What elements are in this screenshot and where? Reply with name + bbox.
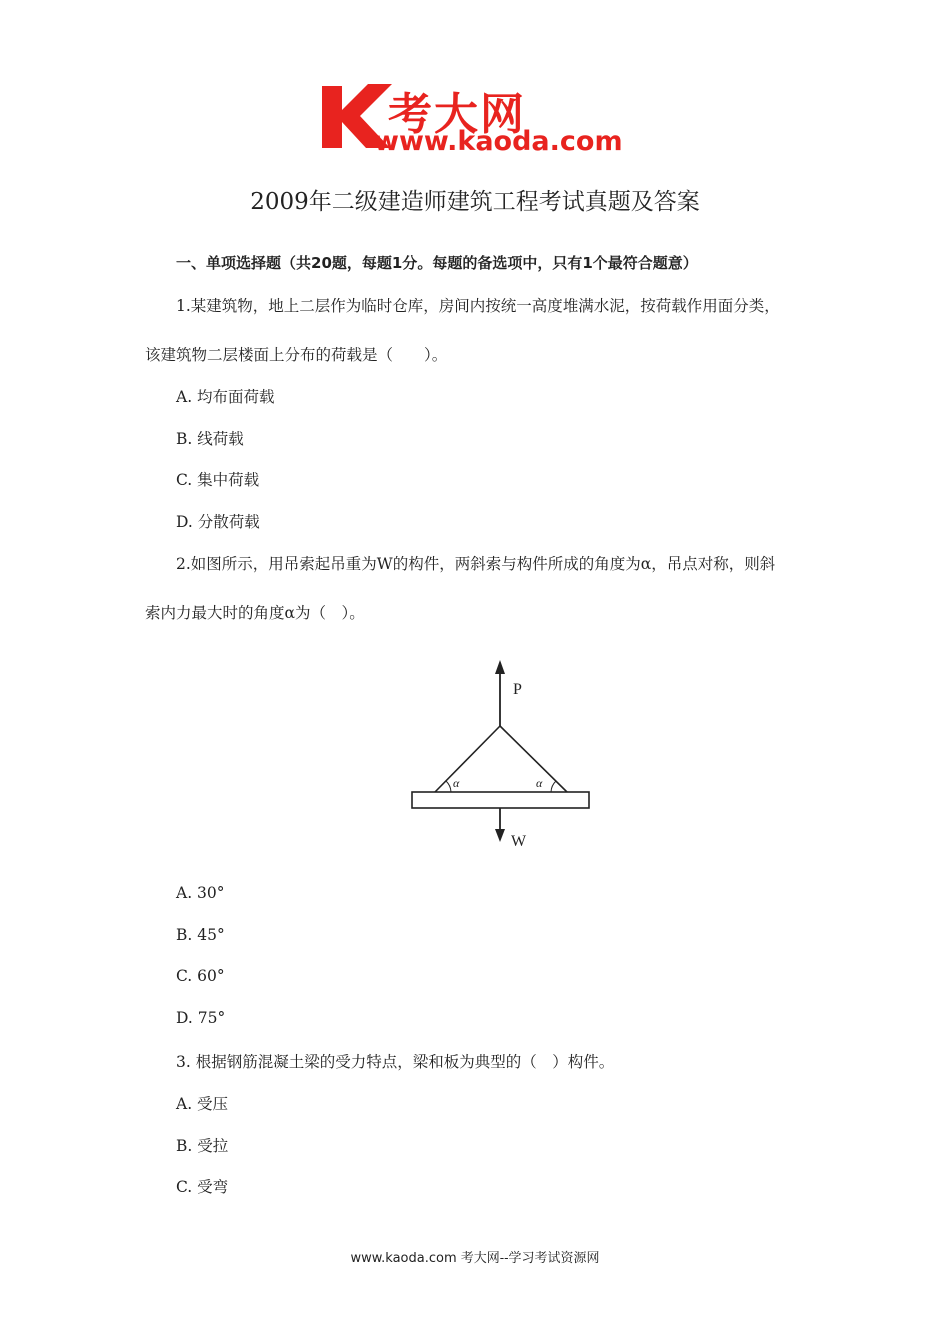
right-angle-arc <box>551 781 556 792</box>
lifting-diagram <box>405 656 600 856</box>
left-angle-arc <box>446 781 451 792</box>
question-3-option-a: A. 受压 <box>176 1095 229 1113</box>
question-2-option-c: C. 60° <box>176 967 225 985</box>
question-1-option-b: B. 线荷载 <box>176 430 244 448</box>
question-1-stem-line-2: 该建筑物二层楼面上分布的荷载是（ ）。 <box>145 346 448 364</box>
logo-url: www.kaoda.com <box>374 126 623 157</box>
question-2-option-a: A. 30° <box>176 884 225 902</box>
question-2-stem-line-1: 2.如图所示，用吊索起吊重为W的构件，两斜索与构件所成的角度为α，吊点对称，则斜 <box>176 555 776 573</box>
angle-right-label: α <box>536 776 543 790</box>
question-3-stem: 3. 根据钢筋混凝土梁的受力特点，梁和板为典型的（ ）构件。 <box>176 1053 615 1071</box>
page-footer <box>0 1247 950 1266</box>
question-3-option-c: C. 受弯 <box>176 1178 229 1196</box>
w-arrow-head <box>495 829 505 842</box>
page-title: 2009年二级建造师建筑工程考试真题及答案 <box>250 189 700 215</box>
footer-text: 考大网--学习考试资源网 <box>460 1251 600 1266</box>
question-2-stem-line-2: 索内力最大时的角度α为（ ）。 <box>145 604 365 622</box>
w-label: W <box>511 833 527 850</box>
question-1-stem-line-1: 1.某建筑物，地上二层作为临时仓库，房间内按统一高度堆满水泥，按荷载作用面分类， <box>176 297 780 315</box>
question-1-option-a: A. 均布面荷载 <box>176 388 275 406</box>
angle-left-label: α <box>453 776 460 790</box>
question-1-option-c: C. 集中荷载 <box>176 471 260 489</box>
right-sling <box>500 726 567 792</box>
question-2-option-b: B. 45° <box>176 926 225 944</box>
p-arrow-head <box>495 660 505 674</box>
question-1-option-d: D. 分散荷载 <box>176 513 260 531</box>
p-label: P <box>513 681 522 698</box>
question-2-option-d: D. 75° <box>176 1009 226 1027</box>
logo-text: 考大网 <box>388 89 526 140</box>
kaoda-logo <box>318 80 648 160</box>
beam <box>412 792 589 808</box>
question-3-option-b: B. 受拉 <box>176 1137 229 1155</box>
footer-url[interactable]: www.kaoda.com <box>350 1251 457 1266</box>
section-heading: 一、单项选择题（共20题，每题1分。每题的备选项中，只有1个最符合题意） <box>176 254 698 272</box>
left-sling <box>435 726 500 792</box>
